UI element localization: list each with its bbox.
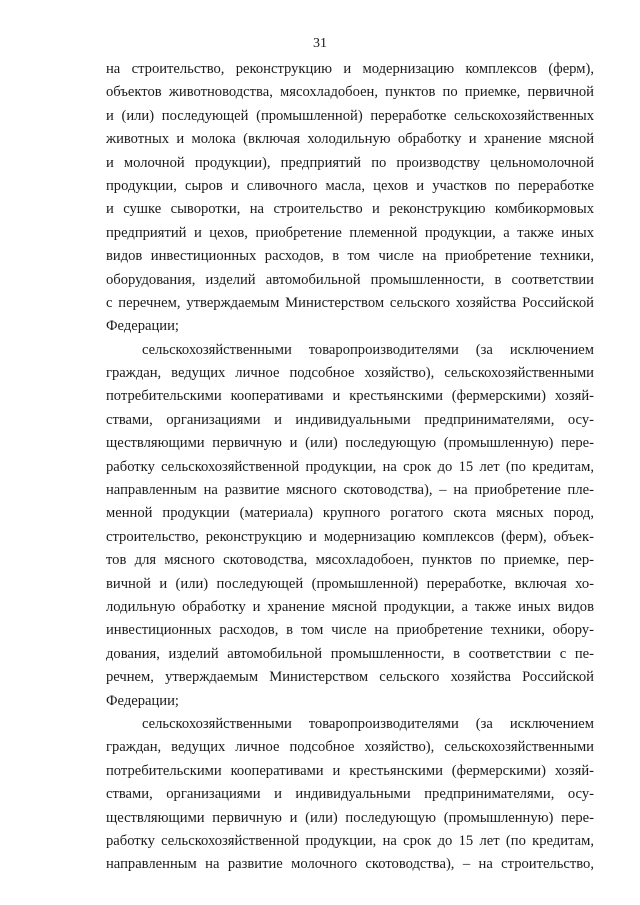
text-line: Федерации; bbox=[106, 692, 179, 709]
text-line: оборудования, изделий автомобильной промышленности, в соответствии bbox=[106, 271, 594, 288]
text-line: ствами, организациями и индивидуальными предпринимателями, осу- bbox=[106, 786, 594, 803]
text-line: сельскохозяйственными товаропроизводителями (за исключением bbox=[142, 715, 594, 732]
paragraph bbox=[106, 713, 594, 877]
text-line: и сушке сыворотки, на строительство и реконструкцию комбикормовых bbox=[106, 201, 594, 218]
text-line: лодильную обработку и хранение мясной продукции, а также иных видов bbox=[106, 598, 594, 615]
document-body bbox=[106, 58, 594, 877]
text-line: направленным на развитие мясного скотоводства), – на приобретение пле- bbox=[106, 482, 594, 499]
text-line: и молочной продукции), предприятий по производству цельномолочной bbox=[106, 154, 594, 171]
text-line: сельскохозяйственными товаропроизводителями (за исключением bbox=[142, 341, 594, 358]
text-line: на строительство, реконструкцию и модернизацию комплексов (ферм), bbox=[106, 61, 594, 77]
text-line: инвестиционных расходов, в том числе на приобретение техники, обору- bbox=[106, 622, 594, 639]
text-line: предприятий и цехов, приобретение племенной продукции, а также иных bbox=[106, 224, 594, 241]
text-line: видов инвестиционных расходов, в том числе на приобретение техники, bbox=[106, 248, 594, 265]
text-line: потребительскими кооперативами и крестьянскими (фермерскими) хозяй- bbox=[106, 388, 594, 405]
text-line: животных и молока (включая холодильную обработку и хранение мясной bbox=[106, 131, 594, 148]
text-line: граждан, ведущих личное подсобное хозяйство), сельскохозяйственными bbox=[106, 739, 594, 756]
text-line: с перечнем, утверждаемым Министерством сельского хозяйства Российской bbox=[106, 294, 594, 311]
page-number: 31 bbox=[313, 36, 327, 51]
text-line: направленным на развитие молочного скотоводства), – на строительство, bbox=[106, 856, 594, 873]
text-line: граждан, ведущих личное подсобное хозяйство), сельскохозяйственными bbox=[106, 365, 594, 382]
text-line: менной продукции (материала) крупного рогатого скота мясных пород, bbox=[106, 505, 594, 522]
text-line: вичной и (или) последующей (промышленной) переработке, включая хо- bbox=[106, 575, 594, 592]
text-line: продукции, сыров и сливочного масла, цехов и участков по переработке bbox=[106, 177, 594, 194]
text-line: речнем, утверждаемым Министерством сельского хозяйства Российской bbox=[106, 669, 594, 686]
text-line: Федерации; bbox=[106, 318, 179, 335]
text-line: строительство, реконструкцию и модернизацию комплексов (ферм), объек- bbox=[106, 528, 594, 545]
text-line: ществляющими первичную и (или) последующую (промышленную) пере- bbox=[106, 809, 594, 826]
text-line: работку сельскохозяйственной продукции, на срок до 15 лет (по кредитам, bbox=[106, 832, 594, 849]
text-line: потребительскими кооперативами и крестьянскими (фермерскими) хозяй- bbox=[106, 762, 594, 779]
text-line: объектов животноводства, мясохладобоен, пунктов по приемке, первичной bbox=[106, 84, 594, 101]
text-line: работку сельскохозяйственной продукции, на срок до 15 лет (по кредитам, bbox=[106, 458, 594, 475]
text-line: ществляющими первичную и (или) последующую (промышленную) пере- bbox=[106, 435, 594, 452]
paragraph bbox=[106, 58, 594, 339]
text-line: и (или) последующей (промышленной) переработке сельскохозяйственных bbox=[106, 107, 594, 124]
text-line: ствами, организациями и индивидуальными предпринимателями, осу- bbox=[106, 411, 594, 428]
paragraph bbox=[106, 339, 594, 713]
text-line: тов для мясного скотоводства, мясохладобоен, пунктов по приемке, пер- bbox=[106, 552, 594, 569]
text-line: дования, изделий автомобильной промышленности, в соответствии с пе- bbox=[106, 645, 594, 662]
